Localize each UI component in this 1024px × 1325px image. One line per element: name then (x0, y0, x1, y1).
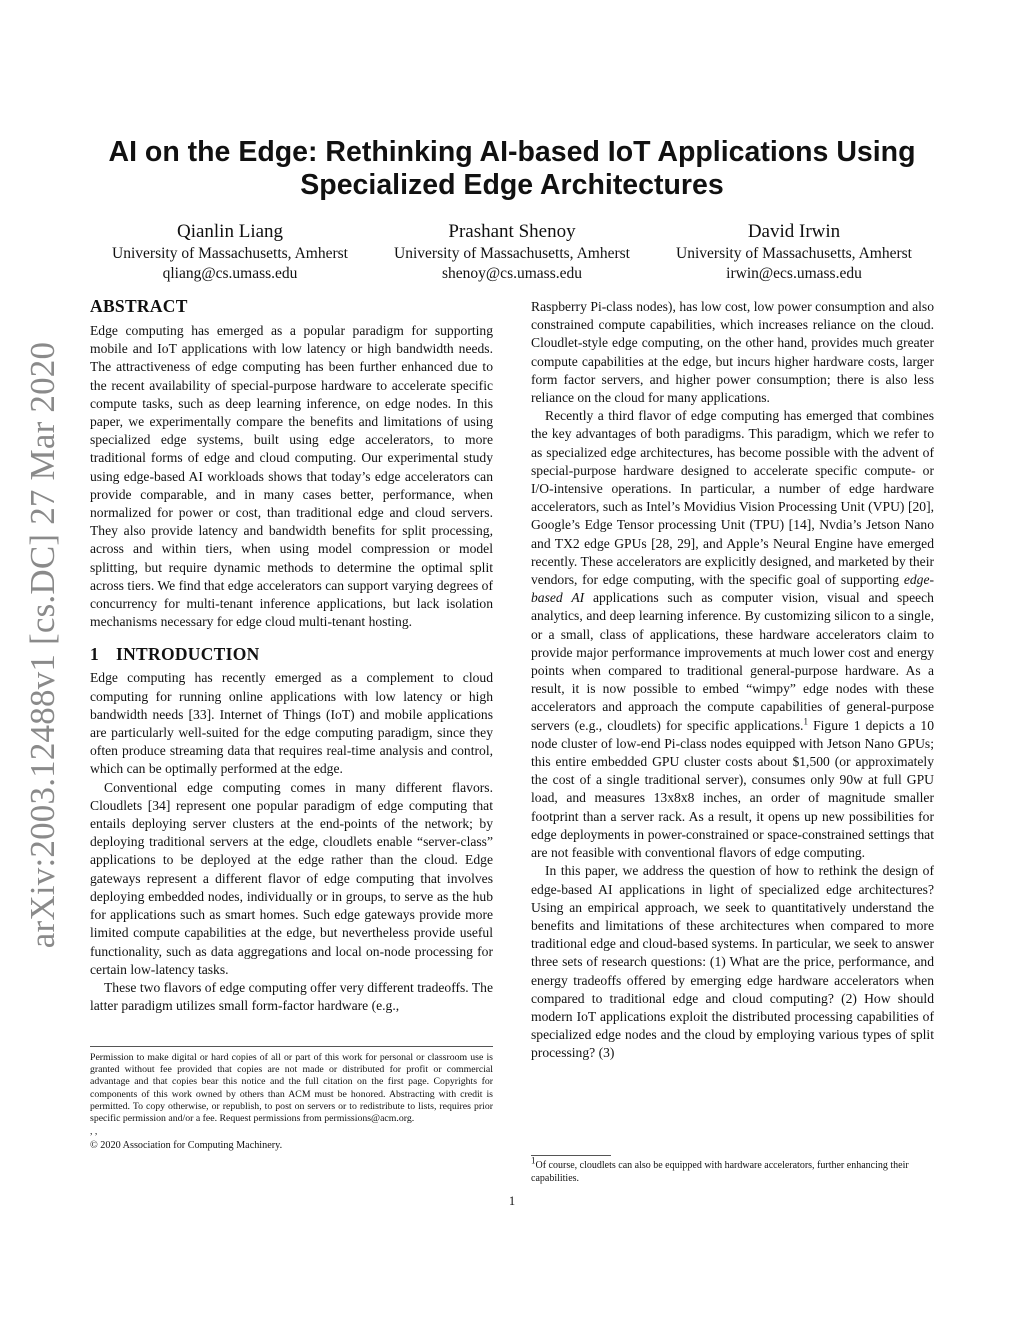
author-affiliation: University of Massachusetts, Amherst (394, 245, 630, 262)
left-column (90, 295, 493, 1015)
permission-placeholder: , , (90, 1126, 98, 1138)
footnote-text-line (531, 1155, 934, 1185)
paragraph-text: Figure 1 depicts a 10 node cluster of low-end Pi-class nodes equipped with Jetson Nano GPUs; this entire embedded GPU cluster costs about $1,500 (or approximately the cost of a single traditional server), consumes only 90w at full GPU load, and measures 13x8x8 inches, an order of magnitude smaller footprint than a server rack. As a result, it opens up new possibilities for edge deployments in power-constrained or space-constrained settings that are not feasible with conventional flavors of edge computing. (531, 717, 934, 861)
footnote-mark: 1 (531, 1155, 536, 1166)
emphasis-text: edge-based AI (531, 572, 935, 606)
intro-paragraph-3-continued: Raspberry Pi-class nodes), has low cost, low power consumption and also constrained compute capabilities, which increases reliance on the cloud. Cloudlet-style edge computing, on the other hand, provides much greater compute capabilities at the edge, but incurs higher hardware costs, larger form factor servers, and higher power consumption; there is also less reliance on the cloud for many applications. (531, 299, 934, 406)
footnote-divider (531, 1155, 611, 1156)
intro-paragraph-5: In this paper, we address the question of how to rethink the design of edge-based AI applications in light of specialized edge architectures? Using an empirical approach, we seek to quantitatively understand the benefits and limitations of these architectures when compared to more traditional edge and cloud-based systems. In particular, we seek to answer three sets of research questions: (1) What are the price, performance, and energy tradeoffs offered by emerging edge hardware accelerators when compared to traditional edge and cloud computing? (2) How should modern IoT applications exploit the distributed processing capabilities of specialized edge nodes and the cloud by employing various types of split processing? (3) (531, 863, 934, 1061)
author-affiliation: University of Massachusetts, Amherst (676, 245, 912, 262)
introduction-heading (90, 643, 493, 665)
author-name: Qianlin Liang (176, 221, 284, 242)
author-1 (90, 220, 370, 284)
right-column (531, 298, 934, 1063)
page-number: 1 (508, 1194, 516, 1208)
footnote-text: Of course, cloudlets can also be equipped with hardware accelerators, further enhancing their capabilities. (531, 1160, 909, 1184)
section-number: 1 (90, 644, 100, 665)
author-affiliation: University of Massachusetts, Amherst (112, 245, 348, 262)
author-2 (372, 220, 652, 284)
section-title: INTRODUCTION (116, 644, 260, 665)
intro-paragraph-2: Conventional edge computing comes in many different flavors. Cloudlets [34] represent one popular paradigm of edge computing that entails deploying server clusters at the end-points of the network; by deploying traditional servers at the edge, cloudlets enable “server-class” applications to be deployed at the edge rather than the cloud. Edge gateways represent a different flavor of edge computing that involves deploying embedded nodes, individually or in groups, to serve as the hub for applications such as smart homes. Such edge gateways provide more limited compute capabilities at the edge, but nevertheless provide useful functionality, such as data aggregations and local on-node processing for certain low-latency tasks. (90, 779, 493, 977)
author-name: David Irwin (747, 221, 841, 242)
intro-paragraph-1: Edge computing has recently emerged as a complement to cloud computing for running online applications with low latency or high bandwidth needs [33]. Internet of Things (IoT) and mobile applications are particularly well-suited for the edge computing paradigm, since they often produce streaming data that requires real-time analysis and control, which can be optimally performed at the edge. (90, 670, 493, 777)
paper-title: AI on the Edge: Rethinking AI-based IoT Applications Using Specialized Edge Architectures (108, 136, 916, 201)
permission-notice (90, 1046, 493, 1153)
arxiv-identifier-text: arXiv:2003.12488v1 [cs.DC] 27 Mar 2020 (23, 341, 63, 949)
author-email: qliang@cs.umass.edu (162, 265, 298, 282)
author-block (90, 220, 934, 284)
intro-paragraph-3: These two flavors of edge computing offer very different tradeoffs. The latter paradigm utilizes small form-factor hardware (e.g., (90, 979, 493, 1014)
abstract-heading: ABSTRACT (90, 296, 188, 316)
permission-text: Permission to make digital or hard copies of all or part of this work for personal or classroom use is granted without fee provided that copies are not made or distributed for profit or commercial advantage and that copies bear this notice and the full citation on the first page. Copyrights for components of this work owned by others than ACM must be honored. Abstracting with credit is permitted. To copy otherwise, or republish, to post on servers or to redistribute to lists, requires prior specific permission and/or a fee. Request permissions from permissions@acm.org. (90, 1052, 493, 1125)
paragraph-text: Recently a third flavor of edge computing has emerged that combines the key advantages of both paradigms. This paradigm, which we refer to as specialized edge architectures, has become possible with the advent of special-purpose hardware designed to accelerate specific compute- or I/O-intensive operations. In particular, a number of edge hardware accelerators, such as Intel’s Movidius Vision Processing Unit (VPU) [20], Google’s Edge Tensor processing Unit (TPU) [14], Nvdia’s Jetson Nano and TX2 edge GPUs [28, 29], and Apple’s Neural Engine have emerged recently. These accelerators are explicitly designed, and marketed by their vendors, for edge computing, with the specific goal of supporting (531, 408, 934, 588)
intro-paragraph-4 (531, 407, 934, 862)
author-email: shenoy@cs.umass.edu (442, 265, 582, 282)
footnote-reference: 1 (803, 716, 808, 727)
author-name: Prashant Shenoy (448, 221, 576, 242)
footnote (531, 1155, 934, 1185)
author-3 (654, 220, 934, 284)
copyright-line: © 2020 Association for Computing Machinery. (90, 1140, 283, 1152)
paragraph-text: applications such as computer vision, visual and speech analytics, and deep learning inference. By customizing silicon to a single, or a small, class of applications, these hardware accelerators claim to provide major performance improvements at much lower cost and energy points when compared to traditional general-purpose hardware. As a result, it is now possible to embed “wimpy” edge nodes with these accelerators and approach the compute capabilities of general-purpose servers (e.g., cloudlets) for specific applications. (531, 590, 934, 733)
abstract-text: Edge computing has emerged as a popular paradigm for supporting mobile and IoT applications with low latency or high bandwidth needs. The attractiveness of edge computing has been further enhanced due to the recent availability of special-purpose hardware to accelerate specific compute tasks, such as deep learning inference, on edge nodes. In this paper, we experimentally compare the benefits and limitations of using specialized edge systems, built using edge accelerators, to more traditional forms of edge and cloud computing. Our experimental study using edge-based AI workloads shows that today’s edge accelerators can provide comparable, and in many cases better, performance, when normalized for power or cost, than traditional edge and cloud servers. They also provide latency and bandwidth benefits for split processing, across and within tiers, when using model compression or model splitting, but require dynamic methods to determine the optimal split across tiers. We find that edge accelerators can support varying degrees of concurrency for multi-tenant inference applications, but lack isolation mechanisms necessary for edge cloud multi-tenant hosting. (90, 323, 493, 630)
arxiv-identifier-stamp (18, 341, 68, 949)
author-email: irwin@ecs.umass.edu (726, 265, 862, 282)
